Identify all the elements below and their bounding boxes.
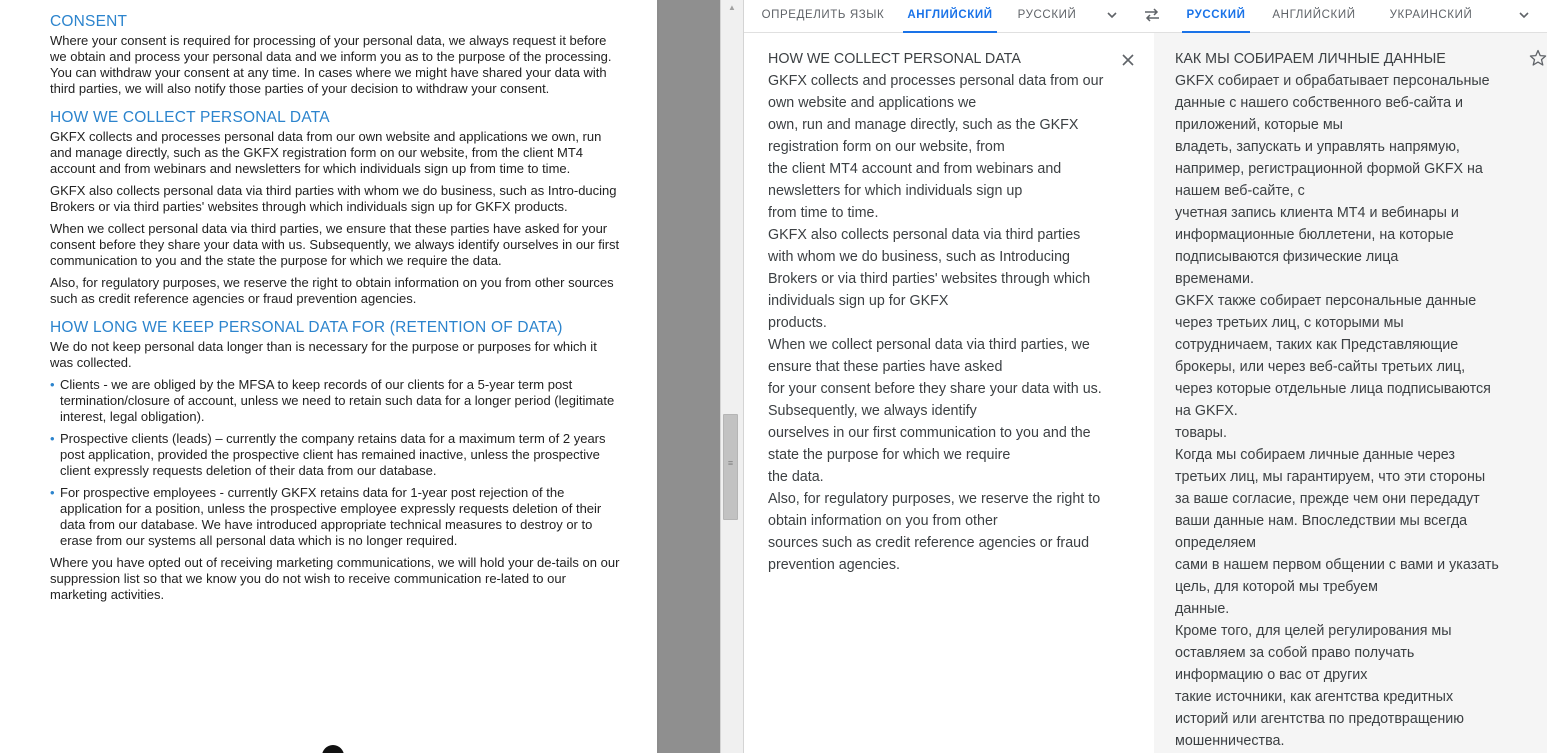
text-line: for your consent before they share your data with us. [768, 381, 1102, 397]
list-item-text: Clients - we are obliged by the MFSA to keep records of our clients for a 5-year term post termination/closure of account, unless we need to retain such data for a longer period (legitimate interest, legal obligation). [60, 377, 615, 424]
vertical-scrollbar[interactable] [720, 0, 744, 753]
close-icon[interactable] [1118, 50, 1138, 70]
chevron-down-icon[interactable] [1105, 8, 1119, 22]
text-line: КАК МЫ СОБИРАЕМ ЛИЧНЫЕ ДАННЫЕ [1175, 51, 1446, 67]
bullet-icon: • [50, 485, 55, 500]
paragraph: Also, for regulatory purposes, we reserve the right to obtain information on you from other sources such as credit reference agencies or fraud prevention agencies. [50, 275, 614, 306]
chevron-down-icon[interactable] [1517, 8, 1531, 22]
text-line: ваши данные нам. Впоследствии мы всегда [1175, 513, 1468, 529]
text-line: нашем веб-сайте, с [1175, 183, 1305, 199]
paragraph: GKFX also collects personal data via third parties with whom we do business, such as Intro-ducing Brokers or via third parties' websites through which individuals sign up for GKFX products. [50, 183, 617, 214]
text-line: own website and applications we [768, 95, 977, 111]
scrollbar-thumb[interactable] [723, 414, 738, 520]
translation-output-area [1154, 33, 1547, 753]
source-text-area[interactable] [744, 33, 1154, 753]
tab-target-russian[interactable]: РУССКИЙ [1182, 0, 1250, 32]
page-marker [322, 745, 344, 753]
list-item [50, 377, 622, 425]
text-line: временами. [1175, 271, 1254, 287]
text-line: сотрудничаем, таких как Представляющие [1175, 337, 1459, 353]
translator-panel [744, 0, 1547, 753]
text-line: владеть, запускать и управлять напрямую, [1175, 139, 1460, 155]
bullet-list [50, 377, 622, 549]
paragraph: Where your consent is required for processing of your personal data, we always request it before we obtain and process your personal data and we inform you as to the purpose of the processing. You can withdraw your consent at any time. In cases where we might have shared your data with third parties, we will also notify those parties of your decision to withdraw your consent. [50, 33, 612, 96]
text-line: третьих лиц, мы гарантируем, что эти стороны [1175, 469, 1486, 485]
tab-target-ukrainian[interactable]: УКРАИНСКИЙ [1389, 9, 1473, 21]
text-line: через третьих лиц, с которыми мы [1175, 315, 1404, 331]
bullet-icon: • [50, 431, 55, 446]
bullet-icon: • [50, 377, 55, 392]
translated-text [1175, 48, 1525, 752]
text-line: prevention agencies. [768, 557, 900, 573]
section-heading: CONSENT [50, 13, 128, 30]
text-line: цель, для которой мы требуем [1175, 579, 1378, 595]
pdf-page [0, 0, 657, 753]
text-line: own, run and manage directly, such as the GKFX [768, 117, 1079, 133]
text-line: products. [768, 315, 827, 331]
text-line: the data. [768, 469, 824, 485]
text-line: через которые отдельные лица подписываются [1175, 381, 1491, 397]
text-line: individuals sign up for GKFX [768, 293, 949, 309]
text-line: информацию о вас от других [1175, 667, 1368, 683]
tab-detect-language[interactable]: ОПРЕДЕЛИТЬ ЯЗЫК [761, 9, 885, 21]
section-collect [50, 108, 622, 307]
scroll-up-arrow-icon[interactable]: ▲ [728, 3, 736, 12]
text-line: сами в нашем первом общении с вами и указать [1175, 557, 1499, 573]
text-line: Brokers or via third parties' websites through which [768, 271, 1091, 287]
text-line: брокеры, или через веб-сайты третьих лиц, [1175, 359, 1466, 375]
text-line: Когда мы собираем личные данные через [1175, 447, 1455, 463]
paragraph: When we collect personal data via third parties, we ensure that these parties have asked for your consent before they share your data with us. Subsequently, we always identify ourselves in our first communication to you and the state the purpose for which we require the data. [50, 221, 620, 268]
grip-icon: ≡ [727, 458, 734, 468]
list-item [50, 485, 622, 549]
text-line: приложений, которые мы [1175, 117, 1343, 133]
text-line: например, регистрационной формой GKFX на [1175, 161, 1483, 177]
section-heading: HOW LONG WE KEEP PERSONAL DATA FOR (RETENTION OF DATA) [50, 319, 563, 336]
text-line: from time to time. [768, 205, 879, 221]
language-bar [744, 0, 1547, 33]
text-line: мошенничества. [1175, 733, 1285, 749]
text-line: товары. [1175, 425, 1227, 441]
text-line: информационные бюллетени, на которые [1175, 227, 1454, 243]
text-line: the client MT4 account and from webinars and [768, 161, 1062, 177]
section-heading: HOW WE COLLECT PERSONAL DATA [50, 109, 330, 126]
text-line: GKFX собирает и обрабатывает персональные [1175, 73, 1490, 89]
tab-target-english[interactable]: АНГЛИЙСКИЙ [1272, 9, 1356, 21]
swap-icon[interactable] [1143, 7, 1161, 23]
section-consent [50, 12, 622, 97]
text-line: newsletters for which individuals sign up [768, 183, 1023, 199]
section-retention [50, 318, 622, 603]
tab-source-russian[interactable]: РУССКИЙ [1017, 9, 1077, 21]
text-line: Subsequently, we always identify [768, 403, 977, 419]
text-line: GKFX also collects personal data via third parties [768, 227, 1081, 243]
text-line: за ваше согласие, прежде чем они передадут [1175, 491, 1480, 507]
text-line: Also, for regulatory purposes, we reserve the right to [768, 491, 1101, 507]
text-line: ensure that these parties have asked [768, 359, 1003, 375]
text-line: данные с нашего собственного веб-сайта и [1175, 95, 1463, 111]
paragraph: Where you have opted out of receiving marketing communications, we will hold your de-tails on our suppression list so that we know you do not wish to receive communication re-lated to our marketing activities. [50, 555, 620, 602]
text-line: подписываются физические лица [1175, 249, 1399, 265]
list-item-text: Prospective clients (leads) – currently the company retains data for a maximum term of 2 years post application, provided the prospective client has remained inactive, unless the prospective client expressly requests deletion of their data from our database. [60, 431, 606, 478]
text-line: GKFX также собирает персональные данные [1175, 293, 1477, 309]
text-line: данные. [1175, 601, 1230, 617]
text-line: HOW WE COLLECT PERSONAL DATA [768, 51, 1021, 67]
text-line: When we collect personal data via third parties, we [768, 337, 1090, 353]
text-line: with whom we do business, such as Introducing [768, 249, 1070, 265]
text-line: такие источники, как агентства кредитных [1175, 689, 1454, 705]
viewer-background [659, 0, 720, 753]
paragraph: GKFX collects and processes personal data from our own website and applications we own, run and manage directly, such as the GKFX registration form on our website, from the client MT4 account and from webinars and newsletters for which individuals sign up from time to time. [50, 129, 602, 176]
text-line: определяем [1175, 535, 1256, 551]
text-line: GKFX collects and processes personal data from our [768, 73, 1104, 89]
text-line: на GKFX. [1175, 403, 1238, 419]
text-line: state the purpose for which we require [768, 447, 1011, 463]
text-line: registration form on our website, from [768, 139, 1005, 155]
star-icon[interactable] [1528, 48, 1547, 68]
source-text[interactable] [768, 48, 1118, 576]
text-line: историй или агентства по предотвращению [1175, 711, 1464, 727]
text-line: оставляем за собой право получать [1175, 645, 1415, 661]
paragraph: We do not keep personal data longer than is necessary for the purpose or purposes for which it was collected. [50, 339, 597, 370]
list-item [50, 431, 622, 479]
text-line: учетная запись клиента MT4 и вебинары и [1175, 205, 1459, 221]
document-body [50, 12, 622, 614]
tab-source-english[interactable]: АНГЛИЙСКИЙ [903, 0, 997, 32]
text-line: Кроме того, для целей регулирования мы [1175, 623, 1452, 639]
list-item-text: For prospective employees - currently GKFX retains data for 1-year post rejection of the application for a position, unless the prospective employee expressly requests deletion of their data from our database. We have introduced appropriate technical measures to destroy or to erase from our systems all personal data which is no longer required. [60, 485, 602, 548]
text-line: sources such as credit reference agencies or fraud [768, 535, 1090, 551]
text-line: obtain information on you from other [768, 513, 998, 529]
text-line: ourselves in our first communication to you and the [768, 425, 1091, 441]
